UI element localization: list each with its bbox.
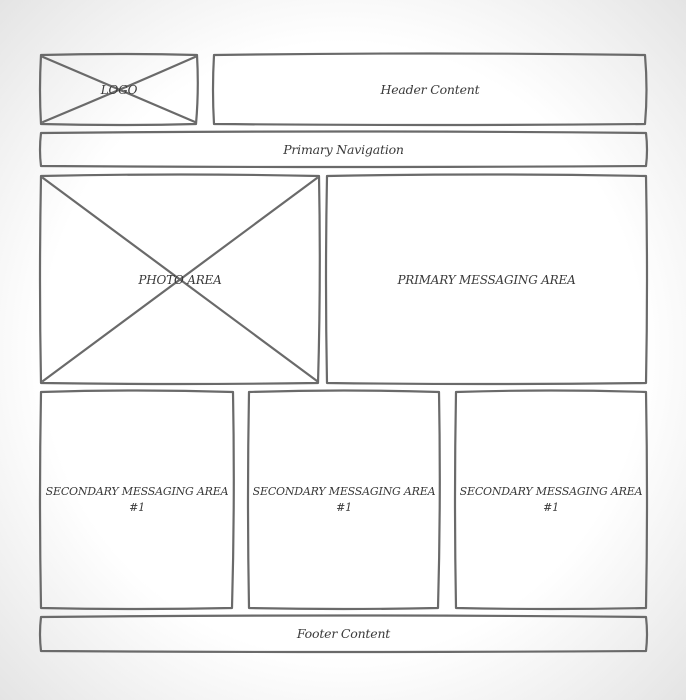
photo-area-label-text: PHOTO AREA bbox=[138, 272, 222, 287]
navigation-label-text: Primary Navigation bbox=[283, 141, 404, 157]
secondary-label-2 bbox=[249, 392, 439, 608]
secondary-label-2-line1: SECONDARY MESSAGING AREA bbox=[252, 485, 436, 498]
secondary-label-1 bbox=[41, 392, 233, 608]
secondary-label-1-line1: SECONDARY MESSAGING AREA bbox=[45, 485, 229, 498]
secondary-label-2-line2: #1 bbox=[336, 501, 352, 514]
photo-area-label bbox=[41, 176, 319, 383]
footer-label bbox=[41, 617, 646, 651]
logo-label bbox=[41, 55, 197, 124]
logo-label-text: LOGO bbox=[100, 82, 138, 97]
header-label-text: Header Content bbox=[380, 81, 480, 97]
secondary-label-3-line2: #1 bbox=[543, 501, 559, 514]
secondary-label-3 bbox=[456, 392, 646, 608]
primary-messaging-label bbox=[327, 176, 646, 383]
footer-label-text: Footer Content bbox=[296, 626, 391, 641]
navigation-label bbox=[41, 133, 646, 166]
secondary-label-3-line1: SECONDARY MESSAGING AREA bbox=[459, 485, 643, 498]
secondary-label-1-line2: #1 bbox=[129, 501, 145, 514]
primary-messaging-label-text: PRIMARY MESSAGING AREA bbox=[397, 272, 576, 287]
header-label bbox=[214, 55, 646, 124]
